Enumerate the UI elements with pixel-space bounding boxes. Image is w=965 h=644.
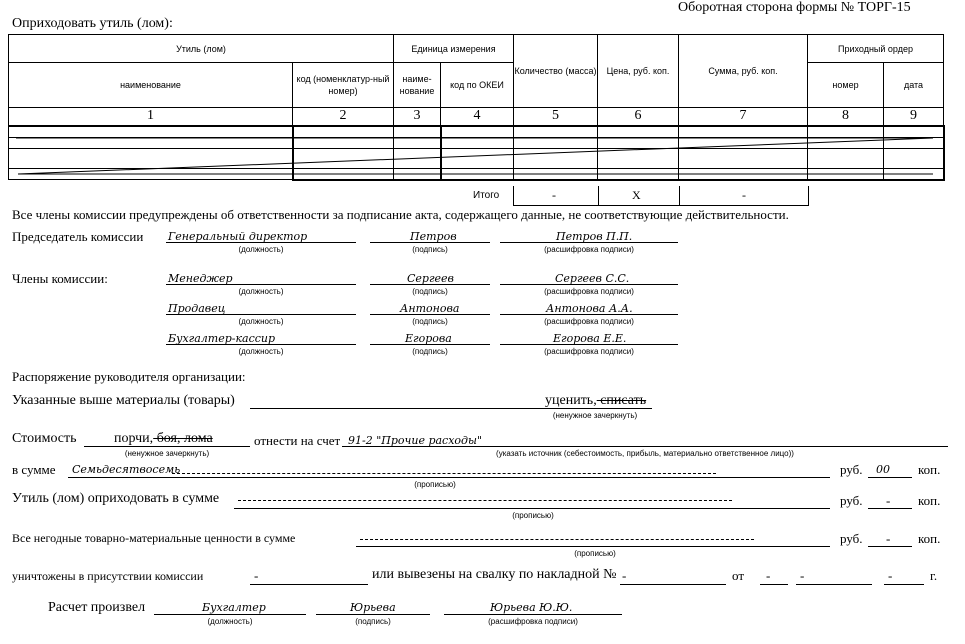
sum-value: Семьдесятвосемь: [72, 463, 181, 476]
col-number: 8: [808, 108, 884, 126]
col-number: 2: [293, 108, 394, 126]
caption-decoding: (расшифровка подписи): [488, 617, 578, 626]
caption-words: (прописью): [512, 511, 554, 520]
calc-signature: Юрьева: [350, 601, 396, 614]
caption-decoding: (расшифровка подписи): [544, 287, 634, 296]
util-label: Утиль (лом) оприходовать в сумме: [12, 491, 220, 506]
removed-num: -: [622, 568, 627, 583]
date-month: -: [800, 568, 805, 583]
members-label: Члены комиссии:: [12, 271, 108, 286]
caption-position: (должность): [238, 317, 284, 326]
destroyed-label: уничтожены в присутствии комиссии: [12, 569, 204, 583]
col-code-header: код (номенклатур-ный номер): [293, 63, 394, 108]
materials-value: уценить, списать: [545, 393, 647, 408]
removed-label: или вывезены на свалку по накладной №: [372, 567, 617, 582]
col-unit-okei-header: код по ОКЕИ: [441, 63, 514, 108]
caption-words: (прописью): [414, 480, 456, 489]
sum-kop: 00: [876, 463, 890, 476]
rub-label: руб.: [840, 462, 863, 477]
calc-label: Расчет произвел: [48, 600, 146, 615]
date-day: -: [766, 568, 771, 583]
caption-decoding: (расшифровка подписи): [544, 245, 634, 254]
order-title: Распоряжение руководителя организации:: [12, 369, 246, 384]
caption-source: (указать источник (себестоимость, прибыль, материально ответственное лицо)): [496, 449, 794, 458]
col-number: 7: [679, 108, 808, 126]
member-signature: Антонова: [400, 302, 460, 315]
caption-signature: (подпись): [412, 317, 448, 326]
col-number: 4: [441, 108, 514, 126]
total-qty: -: [552, 188, 556, 202]
col-number: 9: [884, 108, 944, 126]
caption-strike: (ненужное зачеркнуть): [552, 411, 638, 420]
col-order-date-header: дата: [884, 63, 944, 108]
rub-label: руб.: [840, 493, 863, 508]
member-position: Бухгалтер-кассир: [168, 332, 276, 345]
rub-label: руб.: [840, 531, 863, 546]
group-util-header: Утиль (лом): [9, 35, 394, 63]
col-name-header: наименование: [9, 63, 293, 108]
destroyed-value: -: [254, 568, 259, 583]
member-signature: Егорова: [405, 332, 452, 345]
chair-signature: Петров: [410, 230, 457, 243]
warning-text: Все члены комиссии предупреждены об ответственности за подписание акта, содержащего данные, не соответствующие действительности.: [12, 207, 789, 222]
caption-decoding: (расшифровка подписи): [544, 347, 634, 356]
col-number: 3: [394, 108, 441, 126]
caption-position: (должность): [238, 245, 284, 254]
col-number: 5: [514, 108, 598, 126]
totals-box: [513, 186, 809, 206]
group-unit-header: Единица измерения: [394, 35, 514, 63]
caption-signature: (подпись): [355, 617, 391, 626]
col-unit-name-header: наиме-нование: [394, 63, 441, 108]
sum-label: в сумме: [12, 462, 56, 477]
member-position: Продавец: [168, 302, 226, 315]
caption-position: (должность): [238, 347, 284, 356]
member-signature: Сергеев: [407, 272, 454, 285]
col-number: 6: [598, 108, 679, 126]
col-price-header: Цена, руб. коп.: [598, 35, 679, 108]
util-kop: -: [886, 493, 891, 508]
col-number: 1: [9, 108, 293, 126]
calc-name: Юрьева Ю.Ю.: [490, 601, 573, 614]
total-label: Итого: [473, 190, 500, 201]
kop-label: коп.: [918, 531, 941, 546]
waste-label: Все негодные товарно-материальные ценности в сумме: [12, 531, 296, 545]
chair-label: Председатель комиссии: [12, 229, 144, 244]
kop-label: коп.: [918, 493, 941, 508]
kop-label: коп.: [918, 462, 941, 477]
account-value: 91-2 "Прочие расходы": [348, 434, 483, 447]
total-sum: -: [742, 188, 746, 202]
form-title: Оборотная сторона формы № ТОРГ-15: [678, 0, 911, 15]
empty-rows-crossout: [8, 124, 948, 184]
section-title: Оприходовать утиль (лом):: [12, 16, 173, 31]
caption-words: (прописью): [574, 549, 616, 558]
waste-kop: -: [886, 531, 891, 546]
cost-value: порчи, боя, лома: [114, 431, 213, 446]
col-order-num-header: номер: [808, 63, 884, 108]
caption-signature: (подпись): [412, 245, 448, 254]
calc-position: Бухгалтер: [202, 601, 266, 614]
cost-label: Стоимость: [12, 431, 77, 446]
caption-decoding: (расшифровка подписи): [544, 317, 634, 326]
chair-name: Петров П.П.: [556, 230, 633, 243]
from-label: от: [732, 568, 745, 583]
col-qty-header: Количество (масса): [514, 35, 598, 108]
member-name: Егорова Е.Е.: [553, 332, 627, 345]
caption-position: (должность): [207, 617, 253, 626]
member-name: Антонова А.А.: [546, 302, 633, 315]
caption-position: (должность): [238, 287, 284, 296]
col-sum-header: Сумма, руб. коп.: [679, 35, 808, 108]
caption-signature: (подпись): [412, 347, 448, 356]
account-label: отнести на счет: [254, 433, 341, 448]
group-order-header: Приходный ордер: [808, 35, 944, 63]
member-name: Сергеев С.С.: [555, 272, 630, 285]
chair-position: Генеральный директор: [168, 230, 308, 243]
year-suffix: г.: [930, 568, 938, 583]
caption-signature: (подпись): [412, 287, 448, 296]
date-year: -: [888, 568, 893, 583]
caption-strike: (ненужное зачеркнуть): [124, 449, 210, 458]
total-price: Х: [632, 188, 641, 202]
materials-label: Указанные выше материалы (товары): [12, 393, 235, 408]
member-position: Менеджер: [168, 272, 233, 285]
